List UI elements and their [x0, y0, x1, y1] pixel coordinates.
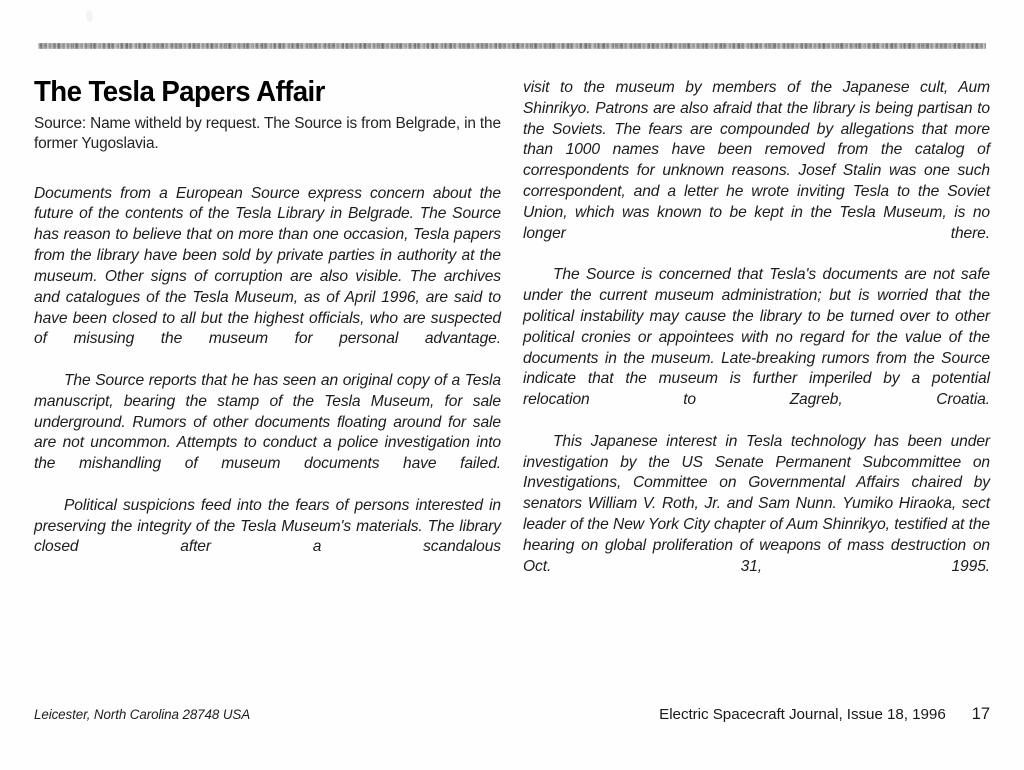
page-number: 17	[971, 705, 990, 723]
article-columns	[34, 78, 990, 598]
body-paragraph: This Japanese interest in Tesla technology has been under investigation by the US Senate Permanent Subcommittee on Investigations, Committee on Governmental Affairs chaired by senators William V. Roth, Jr. and Sam Nunn. Yumiko Hiraoka, sect leader of the New York City chapter of Aum Shinrikyo, testified at the hearing on global proliferation of weapons of mass destruction on Oct. 31, 1995.	[523, 432, 990, 575]
page-title: The Tesla Papers Affair	[34, 76, 325, 108]
footer-address: Leicester, North Carolina 28748 USA	[34, 707, 251, 722]
footer-publication-group	[659, 705, 990, 724]
body-paragraph: visit to the museum by members of the Japanese cult, Aum Shinrikyo. Patrons are also afraid that the library is being partisan to the Soviets. The fears are compounded by allegations that more than 1000 names have been removed from the catalog of correspondents for unknown reasons. Josef Stalin was one such correspondent, and a letter he wrote inviting Tesla to the Soviet Union, which was known to be kept in the Tesla Museum, is no longer there.	[523, 79, 990, 242]
footer-publication-info: Electric Spacecraft Journal, Issue 18, 1996	[659, 706, 946, 723]
page-footer	[34, 705, 990, 724]
body-paragraph: Documents from a European Source express concern about the future of the contents of the Tesla Library in Belgrade. The Source has reason to believe that on more than one occasion, Tesla papers from the library have been sold by private parties in authority at the museum. Other signs of corruption are also visible. The archives and catalogues of the Tesla Museum, as of April 1996, are said to have been closed to all but the highest officials, who are suspected of misusing the museum for personal advantage.	[34, 184, 501, 348]
article-source-note: Source: Name witheld by request. The Source is from Belgrade, in the former Yugoslavia.	[34, 114, 501, 152]
body-paragraph: The Source is concerned that Tesla's documents are not safe under the current museum administration; but is worried that the political instability may cause the library to be turned over to other political cronies or appointees with no regard for the value of the documents in the museum. Late-breaking rumors from the Source indicate that the museum is further imperiled by a potential relocation to Zagreb, Croatia.	[523, 266, 990, 409]
right-column	[523, 78, 990, 598]
header-rule	[38, 43, 986, 49]
left-column	[34, 78, 501, 598]
body-paragraph: The Source reports that he has seen an original copy of a Tesla manuscript, bearing the stamp of the Tesla Museum, for sale underground. Rumors of other documents floating around for sale are not uncommon. Attempts to conduct a police investigation into the mishandling of museum documents have failed.	[34, 371, 501, 473]
scan-artifact-speck	[86, 10, 93, 22]
body-paragraph: Political suspicions feed into the fears of persons interested in preserving the integrity of the Tesla Museum's materials. The library closed after a scandalous	[34, 496, 501, 556]
